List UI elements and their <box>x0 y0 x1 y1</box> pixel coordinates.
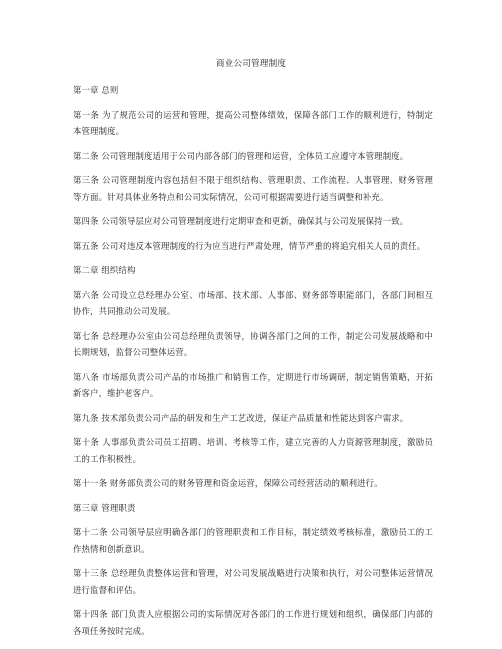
article-paragraph: 第七条 总经理办公室由公司总经理负责领导，协调各部门之间的工作，制定公司发展战略和中长期规划，监督公司整体运营。 <box>73 330 433 357</box>
article-paragraph: 第八条 市场部负责公司产品的市场推广和销售工作，定期进行市场调研，制定销售策略，开拓新客户，维护老客户。 <box>73 371 433 398</box>
article-paragraph: 第十一条 财务部负责公司的财务管理和资金运营，保障公司经营活动的顺利进行。 <box>73 478 383 488</box>
article-paragraph: 第二条 公司管理制度适用于公司内部各部门的管理和运营，全体员工应遵守本管理制度。 <box>73 150 409 161</box>
chapter-heading: 第三章 管理职责 <box>73 502 136 513</box>
article-paragraph: 第十二条 公司领导层应明确各部门的管理职责和工作目标，制定绩效考核标准，激励员工的工作热情和创新意识。 <box>73 527 433 554</box>
article-paragraph: 第十条 人事部负责公司员工招聘、培训、考核等工作，建立完善的人力资源管理制度，激励员工的工作积极性。 <box>73 437 433 464</box>
article-paragraph: 第三条 公司管理制度内容包括但不限于组织结构、管理职责、工作流程、人事管理、财务管理等方面。针对具体业务特点和公司实际情况，公司可根据需要进行适当调整和补充。 <box>73 175 433 202</box>
article-paragraph: 第十四条 部门负责人应根据公司的实际情况对各部门的工作进行规划和组织，确保部门内部的各项任务按时完成。 <box>73 609 433 636</box>
chapter-heading: 第一章 总则 <box>73 85 119 95</box>
document-body <box>73 82 433 647</box>
article-paragraph: 第五条 公司对违反本管理制度的行为应当进行严肃处理，情节严重的将追究相关人员的责任。 <box>73 240 426 251</box>
article-paragraph: 第十三条 总经理负责整体运营和管理，对公司发展战略进行决策和执行，对公司整体运营情况进行监督和评估。 <box>73 568 433 595</box>
article-paragraph: 第九条 技术部负责公司产品的研发和生产工艺改进，保证产品质量和性能达到客户需求。 <box>73 412 409 423</box>
article-paragraph: 第四条 公司领导层应对公司管理制度进行定期审查和更新，确保其与公司发展保持一致。 <box>73 216 409 226</box>
article-paragraph: 第一条 为了规范公司的运营和管理，提高公司整体绩效，保障各部门工作的顺利进行，特制定本管理制度。 <box>73 109 433 136</box>
chapter-heading: 第二章 组织结构 <box>73 265 136 275</box>
document-title: 商业公司管理制度 <box>215 59 287 69</box>
article-paragraph: 第六条 公司设立总经理办公室、市场部、技术部、人事部、财务部等职能部门，各部门间相互协作，共同推动公司发展。 <box>73 289 433 316</box>
